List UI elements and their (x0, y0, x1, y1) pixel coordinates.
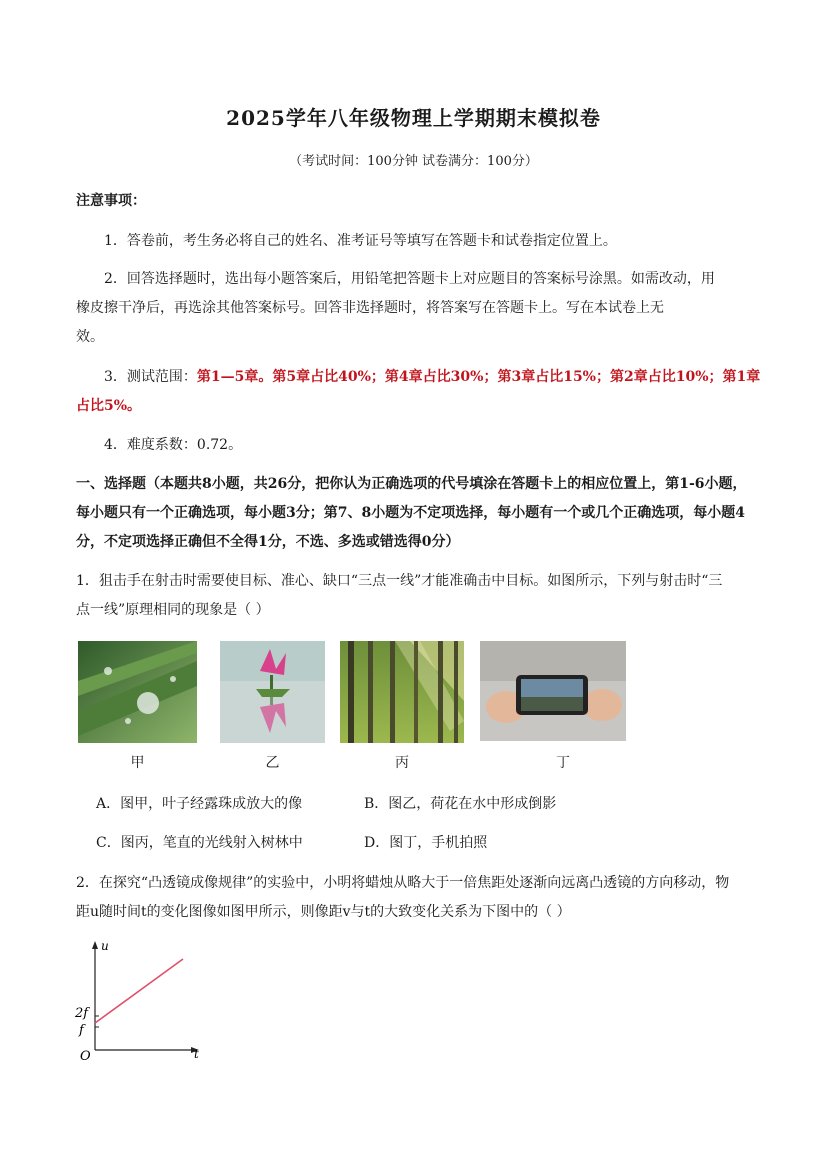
label-2f: 2f (75, 1006, 89, 1021)
photo-forest-light-rays (340, 641, 464, 743)
notice-item-2-line-1: 2．回答选择题时，选出每小题答案后，用铅笔把答题卡上对应题目的答案标号涂黑。如需改动，用 (104, 271, 715, 287)
notice-item-3-line-2: 占比5%。 (76, 398, 142, 414)
section-1-line-2: 每小题只有一个正确选项，每小题3分；第7、8小题为不定项选择，每小题有一个或几个正确选项，每小题4 (76, 505, 745, 521)
label-f: f (79, 1023, 84, 1038)
test-scope: 第1—5章。第5章占比40%；第4章占比30%；第3章占比15%；第2章占比10%；第1章 (196, 369, 761, 385)
caption-bing: 丙 (395, 755, 409, 771)
option-c: C．图丙，笔直的光线射入树林中 (96, 835, 303, 851)
y-axis-label: u (101, 939, 109, 953)
question-1-line-1: 1．狙击手在射击时需要使目标、准心、缺口“三点一线”才能准确击中目标。如图所示，下列与射击时“三 (76, 573, 723, 589)
exam-info: （考试时间：100分钟 试卷满分：100分） (289, 154, 538, 169)
section-1-line-3: 分，不定项选择正确但不全得1分，不选、多选或错选得0分） (76, 534, 460, 550)
question-2-line-2: 距u随时间t的变化图像如图甲所示，则像距v与t的大致变化关系为下图中的（ ） (76, 904, 571, 920)
u-t-graph (70, 938, 210, 1066)
notice-item-2-line-2: 橡皮擦干净后，再选涂其他答案标号。回答非选择题时，将答案写在答题卡上。写在本试卷上无 (76, 300, 664, 316)
u-line (95, 959, 183, 1023)
photo-phone-camera (480, 641, 626, 741)
notice-item-3-line-1 (104, 366, 760, 386)
y-axis-arrow (92, 941, 98, 949)
caption-jia: 甲 (130, 755, 145, 771)
option-a: A．图甲，叶子经露珠成放大的像 (96, 796, 303, 812)
origin-label: O (80, 1049, 91, 1064)
notice-item-4: 4．难度系数：0.72。 (104, 437, 243, 453)
photo-lotus-reflection (220, 641, 325, 743)
option-d: D．图丁，手机拍照 (364, 835, 488, 851)
section-1-line-1: 一、选择题（本题共8小题，共26分，把你认为正确选项的代号填涂在答题卡上的相应位置上，第1-6小题， (76, 476, 747, 492)
x-axis-label: t (194, 1047, 199, 1061)
option-b: B．图乙，荷花在水中形成倒影 (364, 796, 557, 812)
notice-item-3-prefix: 3．测试范围： (104, 369, 197, 385)
caption-ding: 丁 (556, 755, 570, 771)
photo-dewdrop-leaf (78, 641, 197, 743)
page-title: 2025学年八年级物理上学期期末模拟卷 (226, 106, 601, 130)
notice-item-1: 1．答卷前，考生务必将自己的姓名、准考证号等填写在答题卡和试卷指定位置上。 (104, 233, 617, 249)
question-2-line-1: 2．在探究“凸透镜成像规律”的实验中，小明将蜡烛从略大于一倍焦距处逐渐向远离凸透镜的方向移动，物 (76, 875, 730, 891)
question-1-line-2: 点一线”原理相同的现象是（ ） (76, 602, 270, 618)
notice-item-2-line-3: 效。 (76, 329, 104, 345)
caption-yi: 乙 (265, 755, 280, 771)
notice-heading: 注意事项： (76, 193, 146, 209)
